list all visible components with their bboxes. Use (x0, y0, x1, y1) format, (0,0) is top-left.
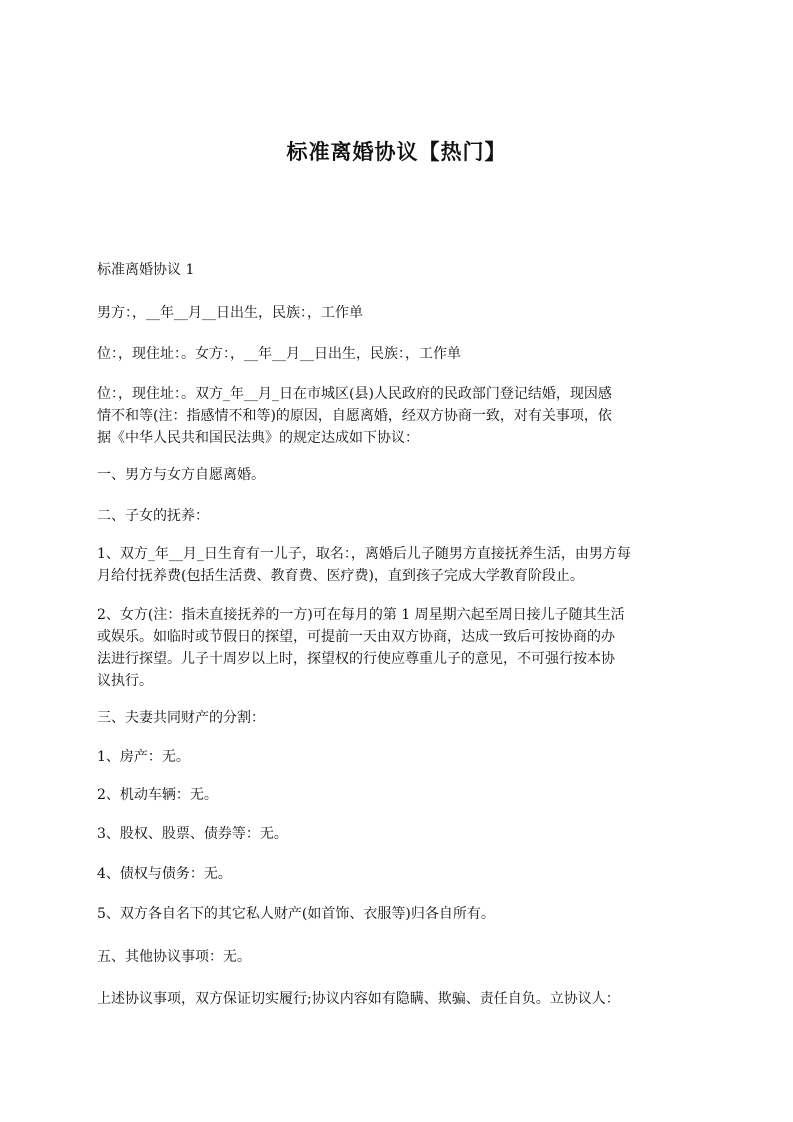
paragraph-preamble (97, 383, 717, 449)
paragraph-subtitle (97, 259, 717, 281)
paragraph-line: 5、双方各自名下的其它私人财产(如首饰、衣服等)归各自所有。 (97, 906, 495, 922)
paragraph-line: 五、其他协议事项：无。 (97, 949, 251, 965)
paragraph-property-5 (97, 903, 717, 925)
paragraph-line: 标准离婚协议 1 (97, 262, 195, 278)
paragraph-line: 月给付抚养费(包括生活费、教育费、医疗费)，直到孩子完成大学教育阶段止。 (97, 568, 584, 584)
paragraph-line: 1、双方_年__月_日生育有一儿子，取名：，离婚后儿子随男方直接抚养生活，由男方每 (97, 546, 631, 562)
paragraph-section-5 (97, 946, 717, 968)
paragraph-custody-1 (97, 543, 717, 587)
paragraph-property-4 (97, 863, 717, 885)
paragraph-line: 上述协议事项，双方保证切实履行;协议内容如有隐瞒、欺骗、责任自负。立协议人： (97, 991, 620, 1007)
paragraph-custody-2 (97, 604, 717, 692)
paragraph-line: 3、股权、股票、债券等：无。 (97, 826, 288, 842)
paragraph-section-3 (97, 707, 717, 729)
paragraph-line: 2、女方(注：指未直接抚养的一方)可在每月的第 1 周星期六起至周日接儿子随其生活 (97, 607, 625, 623)
paragraph-line: 据《中华人民共和国民法典》的规定达成如下协议： (97, 430, 419, 446)
paragraph-line: 位：，现住址：。双方_年__月_日在市城区(县)人民政府的民政部门登记结婚，现因感 (97, 386, 612, 402)
paragraph-female-party (97, 343, 717, 365)
paragraph-line: 三、夫妻共同财产的分割： (97, 710, 265, 726)
paragraph-line: 一、男方与女方自愿离婚。 (97, 467, 265, 483)
paragraph-line: 位：，现住址：。女方：，__年__月__日出生，民族：，工作单 (97, 346, 461, 362)
paragraph-line: 二、子女的抚养： (97, 508, 209, 524)
document-title: 标准离婚协议【热门】 (286, 140, 507, 164)
paragraph-line: 2、机动车辆：无。 (97, 787, 218, 803)
paragraph-section-2 (97, 505, 717, 527)
paragraph-line: 或娱乐。如临时或节假日的探望，可提前一天由双方协商，达成一致后可按协商的办 (97, 629, 615, 645)
paragraph-property-2 (97, 784, 717, 806)
paragraph-line: 议执行。 (97, 673, 153, 689)
paragraph-line: 法进行探望。儿子十周岁以上时，探望权的行使应尊重儿子的意见，不可强行按本协 (97, 651, 615, 667)
paragraph-male-party (97, 302, 717, 324)
paragraph-line: 男方：，__年__月__日出生，民族：，工作单 (97, 305, 363, 321)
paragraph-section-1 (97, 464, 717, 486)
paragraph-property-3 (97, 823, 717, 845)
paragraph-closing (97, 988, 737, 1010)
paragraph-line: 4、债权与债务：无。 (97, 866, 232, 882)
paragraph-property-1 (97, 746, 717, 768)
paragraph-line: 1、房产：无。 (97, 749, 190, 765)
paragraph-line: 情不和等(注：指感情不和等)的原因，自愿离婚，经双方协商一致，对有关事项，依 (97, 408, 612, 424)
